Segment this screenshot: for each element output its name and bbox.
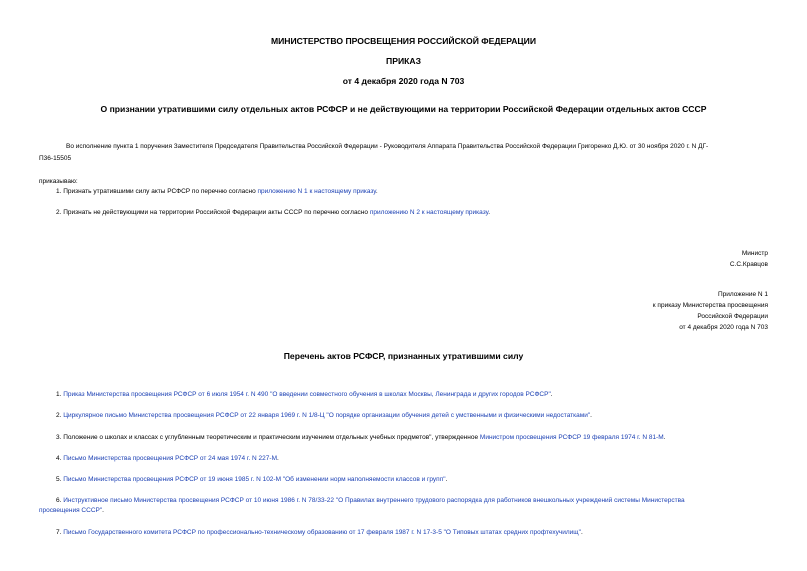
list-item: 4. Письмо Министерства просвещения РСФСР от 24 мая 1974 г. N 227-М. (56, 455, 279, 462)
appendix-ref: к приказу Министерства просвещения (652, 302, 768, 309)
list-item-continuation: просвещения СССР". (39, 507, 104, 514)
act-link[interactable]: Министром просвещения РСФСР 19 февраля 1974 г. N 81-М (479, 434, 664, 441)
act-link[interactable]: Циркулярное письмо Министерства просвещения РСФСР от 22 января 1969 г. N 1/8-Ц "О порядке организации обучения детей с умственными и физическими недостатками" (63, 412, 591, 419)
document-subject: О признании утратившими силу отдельных актов РСФСР и не действующими на территории Российской Федерации отдельных актов СССР (100, 104, 707, 114)
act-link[interactable]: Инструктивное письмо Министерства просвещения РСФСР от 10 июня 1986 г. N 78/33-22 "О Правилах внутреннего трудового распорядка для работников внешкольных учреждений системы Министерства (63, 497, 685, 504)
document-type: ПРИКАЗ (386, 56, 421, 66)
appendix-label: Приложение N 1 (717, 291, 768, 298)
act-link[interactable]: Письмо Государственного комитета РСФСР по профессионально-техническому образованию от 17 февраля 1987 г. N 17-3-5 "О Типовых штатах средних профтехучилищ" (63, 529, 581, 536)
appendix-ref-country: Российской Федерации (697, 313, 768, 320)
ministry-title: МИНИСТЕРСТВО ПРОСВЕЩЕНИЯ РОССИЙСКОЙ ФЕДЕРАЦИИ (270, 36, 537, 46)
preamble-line-1: Во исполнение пункта 1 поручения Заместителя Председателя Правительства Российской Федерации - Руководителя Аппарата Правительства Российской Федерации Григоренко Д.Ю. от 30 ноября 2020 г. N ДГ- (66, 143, 709, 150)
act-link[interactable]: Письмо Министерства просвещения РСФСР от 24 мая 1974 г. N 227-М (63, 455, 277, 462)
order-point-1: 1. Признать утратившими силу акты РСФСР по перечню согласно приложению N 1 к настоящему приказу. (56, 188, 378, 195)
list-item: 5. Письмо Министерства просвещения РСФСР от 19 июня 1985 г. N 102-М "Об изменении норм наполняемости классов и групп". (56, 476, 448, 483)
order-point-2: 2. Признать не действующими на территории Российской Федерации акты СССР по перечню согласно приложению N 2 к настоящему приказу. (56, 209, 491, 216)
list-item: 3. Положение о школах и классах с углубленным теоретическим и практическим изучением отдельных учебных предметов", утвержденное Министром просвещения РСФСР 19 февраля 1974 г. N 81-М. (56, 434, 666, 441)
appendix-ref-date: от 4 декабря 2020 года N 703 (679, 324, 768, 331)
order-word: приказываю: (39, 178, 78, 185)
signature-title: Министр (741, 250, 768, 257)
document-date-number: от 4 декабря 2020 года N 703 (342, 76, 465, 86)
list-item: 6. Инструктивное письмо Министерства просвещения РСФСР от 10 июня 1986 г. N 78/33-22 "О Правилах внутреннего трудового распорядка для работников внешкольных учреждений системы Министерства (56, 497, 685, 504)
list-item: 2. Циркулярное письмо Министерства просвещения РСФСР от 22 января 1969 г. N 1/8-Ц "О порядке организации обучения детей с умственными и физическими недостатками". (56, 412, 592, 419)
act-link[interactable]: Приказ Министерства просвещения РСФСР от 6 июля 1954 г. N 490 "О введении совместного обучения в школах Москвы, Ленинграда и других городов РСФСР" (63, 391, 551, 398)
act-link[interactable]: Письмо Министерства просвещения РСФСР от 19 июня 1985 г. N 102-М "Об изменении норм наполняемости классов и групп" (63, 476, 446, 483)
preamble-line-2: П36-15505 (39, 155, 72, 162)
signature-name: С.С.Кравцов (729, 261, 768, 268)
list-title: Перечень актов РСФСР, признанных утратившими силу (283, 351, 524, 361)
appendix-1-link[interactable]: приложению N 1 к настоящему приказу (257, 188, 376, 195)
appendix-2-link[interactable]: приложению N 2 к настоящему приказу (369, 209, 489, 216)
act-link[interactable]: просвещения СССР" (39, 507, 103, 514)
list-item: 7. Письмо Государственного комитета РСФСР по профессионально-техническому образованию от 17 февраля 1987 г. N 17-3-5 "О Типовых штатах средних профтехучилищ". (56, 529, 583, 536)
list-item: 1. Приказ Министерства просвещения РСФСР от 6 июля 1954 г. N 490 "О введении совместного обучения в школах Москвы, Ленинграда и других городов РСФСР". (56, 391, 553, 398)
